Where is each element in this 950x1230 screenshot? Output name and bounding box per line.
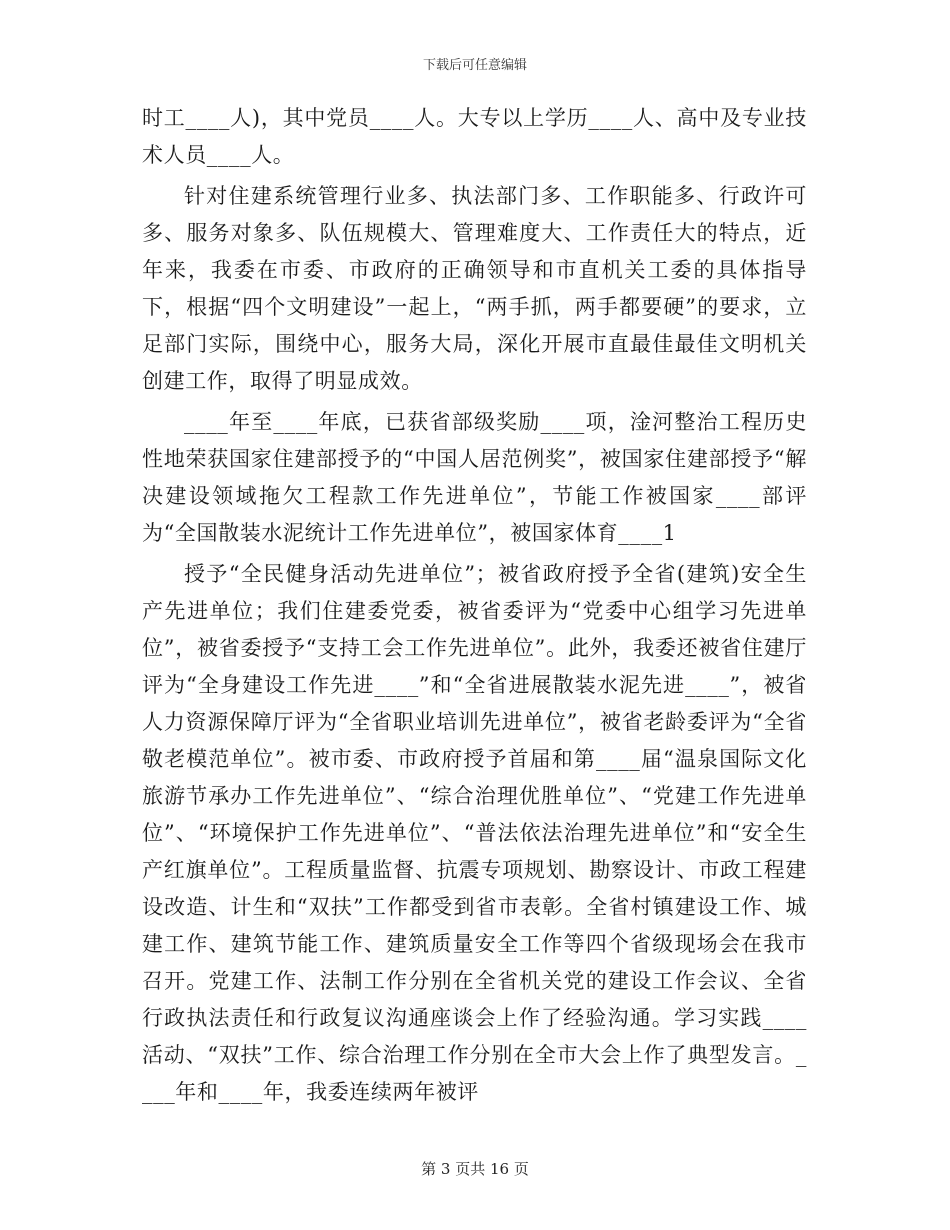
paragraph-overview: 针对住建系统管理行业多、执法部门多、工作职能多、行政许可多、服务对象多、队伍规模大、管理难度大、工作责任大的特点，近年来，我委在市委、市政府的正确领导和市直机关工委的具体指导下，根据“四个文明建设”一起上，“两手抓，两手都要硬”的要求，立足部门实际，围绕中心，服务大局，深化开展市直最佳最佳文明机关创建工作，取得了明显成效。 <box>142 184 807 393</box>
document-body <box>142 100 807 1111</box>
page-number: 第 3 页共 16 页 <box>421 1160 529 1178</box>
paragraph-awards-national: ____年至____年底，已获省部级奖励____项，淦河整治工程历史性地荣获国家住建部授予的“中国人居范例奖”，被国家住建部授予“解决建设领域拖欠工程款工作先进单位”，节能工作被国家____部评为“全国散装水泥统计工作先进单位”，被国家体育____1 <box>142 410 807 545</box>
page-header-note: 下载后可任意编辑 <box>422 58 527 73</box>
paragraph-continued: 时工____人)，其中党员____人。大专以上学历____人、高中及专业技术人员____人。 <box>142 106 807 167</box>
paragraph-awards-provincial: 授予“全民健身活动先进单位”；被省政府授予全省(建筑)安全生产先进单位；我们住建委党委，被省委评为“党委中心组学习先进单位”，被省委授予“支持工会工作先进单位”。此外，我委还被省住建厅评为“全身建设工作先进____”和“全省进展散装水泥先进____”，被省人力资源保障厅评为“全省职业培训先进单位”，被省老龄委评为“全省敬老模范单位”。被市委、市政府授予首届和第____届“温泉国际文化旅游节承办工作先进单位”、“综合治理优胜单位”、“党建工作先进单位”、“环境保护工作先进单位”、“普法依法治理先进单位”和“安全生产红旗单位”。工程质量监督、抗震专项规划、勘察设计、市政工程建设改造、计生和“双扶”工作都受到省市表彰。全省村镇建设工作、城建工作、建筑节能工作、建筑质量安全工作等四个省级现场会在我市召开。党建工作、法制工作分别在全省机关党的建设工作会议、全省行政执法责任和行政复议沟通座谈会上作了经验沟通。学习实践____活动、“双扶”工作、综合治理工作分别在全市大会上作了典型发言。____年和____年，我委连续两年被评 <box>142 562 807 1104</box>
